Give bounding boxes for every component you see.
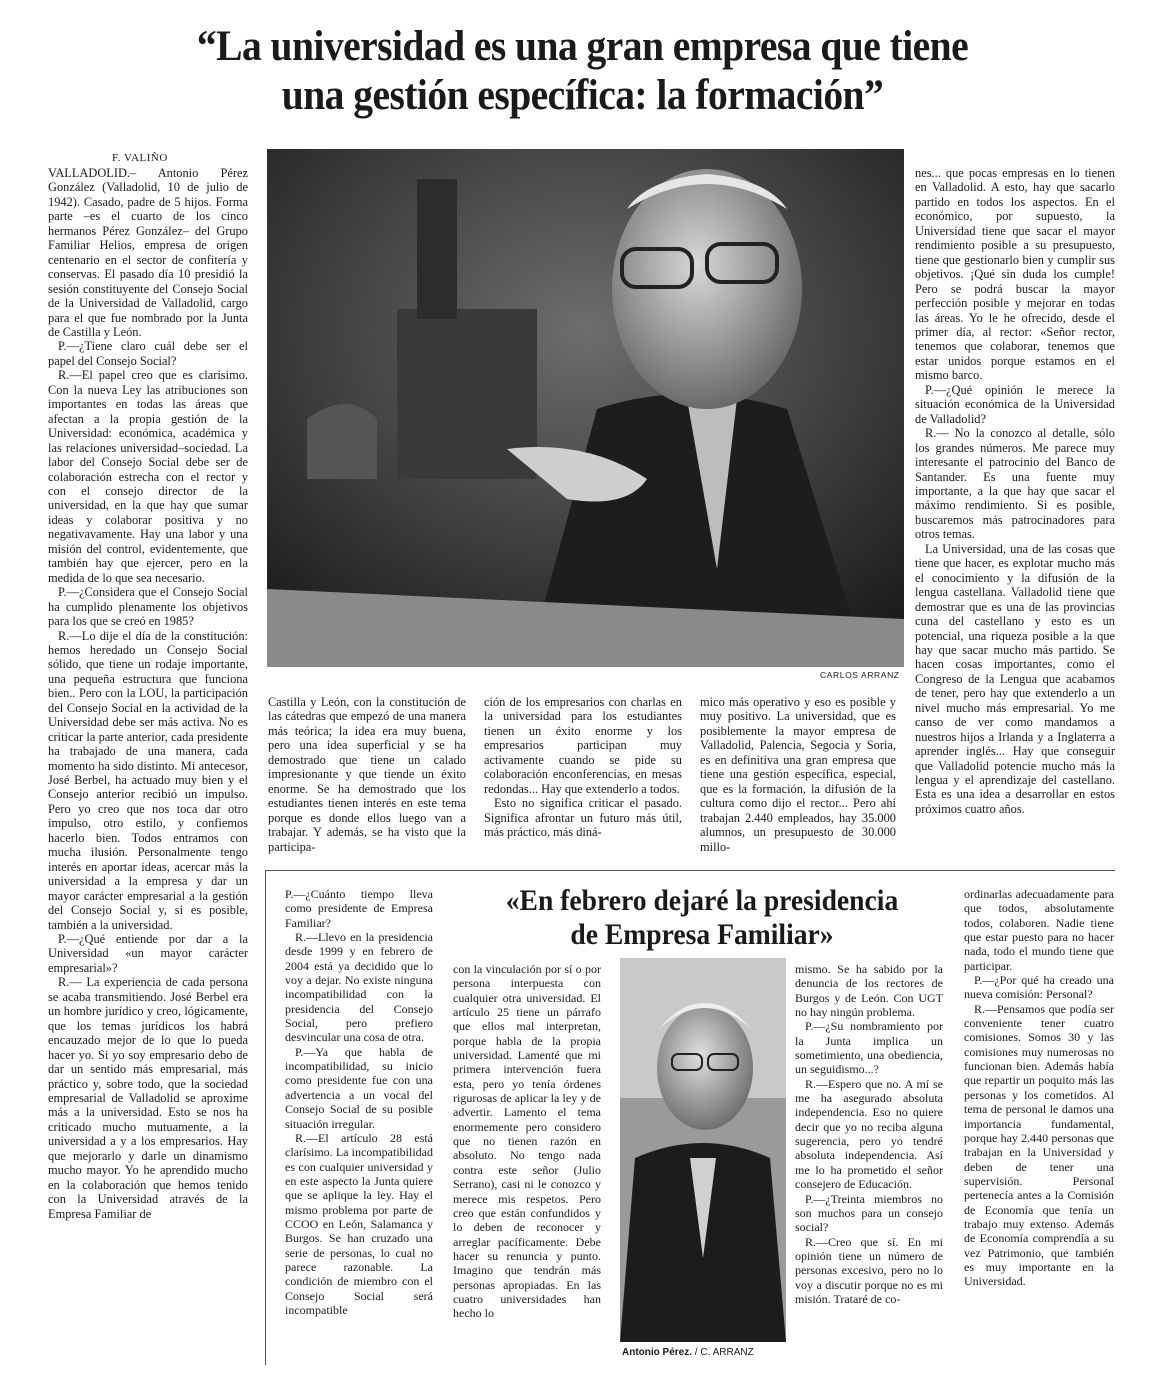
headline [102, 22, 1063, 120]
answer-1: R.—El papel creo que es clarísimo. Con la nueva Ley las atribuciones son importantes en todas las áreas que afectan a la propia gestión de la Universidad: económica, académica y las relaciones universidad–sociedad. La labor del Consejo Social debe ser de colaboración estrecha con el rector y con el consejo director de la universidad, en la que hay que sumar ideas y colaborar positiva y no negativavamente. Hay una labor y una misión del control, evidentemente, que también hay que ejercer, pero en la medida de lo que sea necesario. [48, 368, 248, 585]
box-answer-3: R.—Espero que no. A mí se me ha asegurado absoluta independencia. Eso no quiere decir que yo no reciba alguna sugerencia, pero yo tendré absoluta independencia. Así me lo ha prometido el señor consejero de Educación. [795, 1076, 943, 1192]
column-4 [700, 695, 896, 854]
column-5-text-1: nes... que pocas empresas en lo tienen en Valladolid. A esto, hay que sacarlo partido en todos los aspectos. En el económico, por supuesto, la Universidad tiene que sacar el mayor rendimiento posible a su presupuesto, tiene que gestionarlo bien y cumplir sus objetivos. ¡Qué sin duda los cumple! Pero se podrá buscar la mayor perfección posible y mejorar en todas las áreas. Yo le he ofrecido, desde el primer día, al rector: «Señor rector, tenemos que colaborar, tenemos que estar unidos porque estamos en el mismo barco. [915, 166, 1115, 383]
inset-portrait-illustration [620, 958, 786, 1342]
inset-photo-caption [622, 1347, 754, 1358]
question-4: P.—¿Qué opinión le merece la situación económica de la Universidad de Valladolid? [915, 382, 1115, 426]
box-column-2 [453, 962, 601, 1321]
box-top-rule [265, 870, 1115, 871]
question-3: P.—¿Qué entiende por dar a la Universidad «un mayor carácter empresarial»? [48, 932, 248, 975]
box-question-4: P.—¿Treinta miembros no son muchos para un consejo social? [795, 1191, 943, 1235]
box-answer-1: R.—Llevo en la presidencia desde 1999 y en febrero de 2004 está ya decidido que lo voy a dejar. No existe ninguna incompatibilidad con la presidencia del Consejo Social, pero prefiero desvincular una cosa de otra. [285, 930, 433, 1045]
intro-paragraph: VALLADOLID.– Antonio Pérez González (Valladolid, 10 de julio de 1942). Casado, padre de 5 hijos. Forma parte –es el cuarto de los cinco hermanos Pérez González– del Grupo Familiar Helios, empresa de origen centenario en el sector de confitería y conservas. El pasado día 10 presidió la sesión constituyente del Consejo Social de la Universidad de Valladolid, cargo para el que fue nombrado por la Junta de Castilla y León. [48, 166, 248, 339]
box-answer-4: R.—Creo que sí. En mi opinión tiene un número de personas excesivo, pero no lo voy a discutir porque no es mi misión. Trataré de co- [795, 1234, 943, 1306]
column-5 [915, 166, 1115, 816]
box-left-rule [265, 870, 266, 1365]
headline-line-2: una gestión específica: la formación” [281, 72, 884, 119]
column-3-text-2: Esto no significa criticar el pasado. Significa afrontar un futuro más útil, más práctico, más diná- [484, 796, 682, 840]
answer-4: R.— No la conozco al detalle, sólo los grandes números. Me parece muy interesante el patrocinio del Banco de Santander. Es una fuente muy importante, a la que hay que sacar el máximo rendimiento. Si es posible, buscaremos más patrocinadores para otros temas. [915, 426, 1115, 542]
column-4-text: mico más operativo y eso es posible y muy positivo. La universidad, que es posiblemente la mayor empresa de Valladolid, Palencia, Segocia y Soria, es en definitiva una gran empresa que tiene una gestión específica, especial, que es la formación, la difusión de la cultura como dijo el rector... Pero ahí trabajan 2.440 empleados, hay 35.000 alumnos, un presupuesto de 30.000 millo- [700, 695, 896, 854]
caption-name: Antonio Pérez. [622, 1347, 693, 1358]
box-column-4-text: ordinarlas adecuadamente para que todos, absolutamente todos, colaboren. Nadie tiene que estar puesto para no hacer nada, todo el mundo tiene que participar. [964, 887, 1114, 973]
subheadline-line-2: de Empresa Familiar» [570, 918, 834, 951]
box-question-5: P.—¿Por qué ha creado una nueva comisión: Personal? [964, 973, 1114, 1002]
main-photo [267, 149, 904, 667]
box-column-3 [795, 962, 943, 1306]
box-question-3: P.—¿Su nombramiento por la Junta implica un sometimiento, una obediencia, un seguidismo...? [795, 1019, 943, 1077]
column-2 [268, 695, 466, 854]
column-5-text-2: La Universidad, una de las cosas que tiene que hacer, es explotar mucho más el conocimiento y la difusión de la lengua castellana. Valladolid tiene que demostrar que es una de las provincias cuna del castellano y esto es un potencial, una riqueza posible a la que hay que sacar mucho más partido. Se hacen cosas importantes, como el Congreso de la Lengua que acabamos de tener, pero hay que extenderlo a un nivel mucho más empresarial. Yo me canso de ver como mandamos a nuestros hijos a Irlanda y a Inglaterra a aprender inglés... Hay que conseguir que Valladolid potencie mucho más la lengua y el aprendizaje del castellano. Esta es una idea a desarrollar en estos próximos cuatro años. [915, 541, 1115, 816]
box-column-3-text: mismo. Se ha sabido por la denuncia de los rectores de Burgos y de León. Con UGT no hay ningún problema. [795, 962, 943, 1020]
box-answer-2: R.—El artículo 28 está clarísimo. La incompatibilidad es con cualquier universidad y en este aspecto la Junta quiere que se aplique la ley. Hay el mismo problema por parte de CCOO en León, Salamanca y Burgos. Se han cruzado una serie de personas, lo cual no parece razonable. La condición de miembro con el Consejo Social será incompatible [285, 1130, 433, 1317]
column-3 [484, 695, 682, 840]
question-1: P.—¿Tiene claro cuál debe ser el papel del Consejo Social? [48, 339, 248, 368]
column-1 [48, 166, 248, 1221]
answer-3: R.— La experiencia de cada persona se acaba transmitiendo. José Berbel era un hombre jurídico y creo, lógicamente, que los temas jurídicos los habrá encauzado mejor de lo que lo pueda hacer yo. Si yo soy empresario debo de dar un sentido más empresarial, más práctico y, sobre todo, que la sociedad empresarial de Valladolid se aproxime más a la universidad. Esto se nos ha criticado mucho mutuamente, a la universidad a y a los empresarios. Hay que mejorarlo y darle un dinamismo mucho mayor. Yo he aprendido mucho en la colaboración que hemos tenido con la Universidad através de la Empresa Familiar de [48, 975, 248, 1221]
question-2: P.—¿Considera que el Consejo Social ha cumplido plenamente los objetivos para los que se creó en 1985? [48, 585, 248, 629]
subheadline-line-1: «En febrero dejaré la presidencia [505, 884, 899, 917]
box-question-1: P.—¿Cuánto tiempo lleva como presidente de Empresa Familiar? [285, 887, 433, 930]
column-3-text-1: ción de los empresarios con charlas en la universidad para los estudiantes tienen un éxito enorme y los empresarios participan muy activamente cuando se pide su colaboración enconferencias, en mesas redondas... Hay que extenderlo a todos. [484, 695, 682, 796]
box-column-2-text: con la vinculación por sí o por persona interpuesta con cualquier otra universidad. El artículo 25 tiene un párrafo que ellos mal interpretan, porque habla de la propia universidad. Lamenté que mi primera intervención fuera esta, pero yo tenía órdenes rigurosas de aplicar la ley y de advertir. Lamento el tema enormemente pero considero que no tienen razón en absoluto. No tengo nada contra este señor (Julio Serrano), casi ni le conozco y merece mis respetos. Pero creo que están confundidos y lo deben de reconocer y arreglar pacíficamente. Debe hacer su renuncia y punto. Imagino que tendrán más personas apropiadas. En las cuatro universidades han hecho lo [453, 962, 601, 1321]
box-question-2: P.—Ya que habla de incompatibilidad, su inicio como presidente fue con una advertencia a un vocal del Consejo Social de su posible situación irregular. [285, 1044, 433, 1131]
inset-photo [620, 958, 786, 1342]
answer-2: R.—Lo dije el día de la constitución: hemos heredado un Consejo Social sólido, que tiene un rodaje importante, una pequeña estructura que funciona bien.. Pero con la LOU, la participación del Consejo Social en la actividad de la Universidad debe ser más activa. No es criticar la parte anterior, cada presidente ha trabajado de una manera, cada momento ha sido distinto. Mi antecesor, José Berbel, ha actuado muy bien y el Consejo anterior recibió un impulso. Pero yo creo que nos toca dar otro impulso, otro estilo, y confiemos hacerlo bien. Todos entramos con mucha ilusión. Personalmente tengo interés en aportar ideas, acercar más la universidad a la empresa y dar un mayor carácter empresarial a la gestión del Consejo Social y, si es posible, también a la universidad. [48, 628, 248, 932]
headline-line-1: “La universidad es una gran empresa que tiene [196, 23, 969, 70]
portrait-illustration [267, 149, 904, 667]
box-column-4 [964, 887, 1114, 1289]
column-2-text: Castilla y León, con la constitución de las cátedras que empezó de una manera más teórica; la idea era muy buena, pero una idea superficial y se ha demostrado que tiene un calado impresionante y que tiende un éxito enorme. Se ha demostrado que los estudiantes tienen interés en este tema porque es donde ellos luego van a trabajar. Y además, se ha visto que la participa- [268, 695, 466, 854]
box-column-1 [285, 887, 433, 1317]
main-photo-credit: CARLOS ARRANZ [820, 670, 900, 680]
byline: F. VALIÑO [112, 152, 168, 164]
subheadline [472, 884, 932, 952]
caption-credit: / C. ARRANZ [694, 1347, 754, 1358]
box-answer-5: R.—Pensamos que podía ser conveniente tener cuatro comisiones. Somos 30 y las comisiones muy numerosas no funcionan bien. Además había que repartir un poquito más las personas y los cometidos. Al tema de personal le damos una importancia fundamental, porque hay 2.440 personas que trabajan en la Universidad y deben de tener una supervisión. Personal pertenecía antes a la Comisión de Economía que tenía un trabajo muy extenso. Además de Economía comprendía a su vez Patrimonio, que también es muy importante en la Universidad. [964, 1001, 1114, 1289]
